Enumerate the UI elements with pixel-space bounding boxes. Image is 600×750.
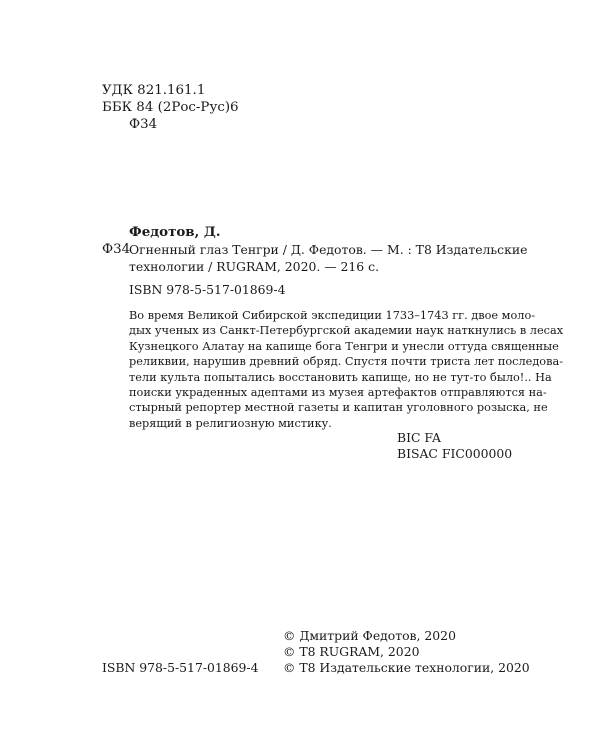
copyright-publisher: © Т8 Издательские технологии, 2020 [283, 660, 530, 675]
annotation-line: реликвии, нарушив древний обряд. Спустя почти триста лет последова- [129, 355, 564, 369]
annotation-line: поиски украденных адептами из музея артефактов отправляются на- [129, 386, 547, 400]
author-sign: Ф34 [129, 117, 158, 132]
isbn-bottom: ISBN 978-5-517-01869-4 [102, 660, 259, 675]
annotation-line: тели культа попытались восстановить капище, но не тут-то было!.. На [129, 370, 552, 384]
annotation-line: верящий в религиозную мистику. [129, 416, 332, 430]
isbn-catalog: ISBN 978-5-517-01869-4 [129, 282, 286, 297]
copyright-rugram: © T8 RUGRAM, 2020 [283, 644, 420, 659]
author-heading: Федотов, Д. [129, 224, 221, 240]
annotation [129, 308, 564, 431]
bic-code: BIC FA [397, 430, 441, 445]
copyright-author: © Дмитрий Федотов, 2020 [283, 628, 456, 643]
catalog-sign: Ф34 [102, 242, 131, 257]
annotation-line: дых ученых из Санкт-Петербургской академии наук наткнулись в лесах [129, 324, 564, 338]
annotation-line: Кузнецкого Алатау на капище бога Тенгри и унесли оттуда священные [129, 339, 559, 353]
annotation-line: Во время Великой Сибирской экспедиции 1733–1743 гг. двое моло- [129, 309, 536, 322]
bisac-code: BISAC FIC000000 [397, 446, 513, 461]
udk-index: УДК 821.161.1 [102, 83, 206, 98]
annotation-line: стырный репортер местной газеты и капитан уголовного розыска, не [129, 401, 548, 415]
bibliographic-description-line2: технологии / RUGRAM, 2020. — 216 с. [129, 259, 380, 274]
bbk-index: ББК 84 (2Рос-Рус)6 [102, 100, 239, 115]
bibliographic-description-line1: Огненный глаз Тенгри / Д. Федотов. — М. : Т8 Издательские [129, 242, 528, 257]
